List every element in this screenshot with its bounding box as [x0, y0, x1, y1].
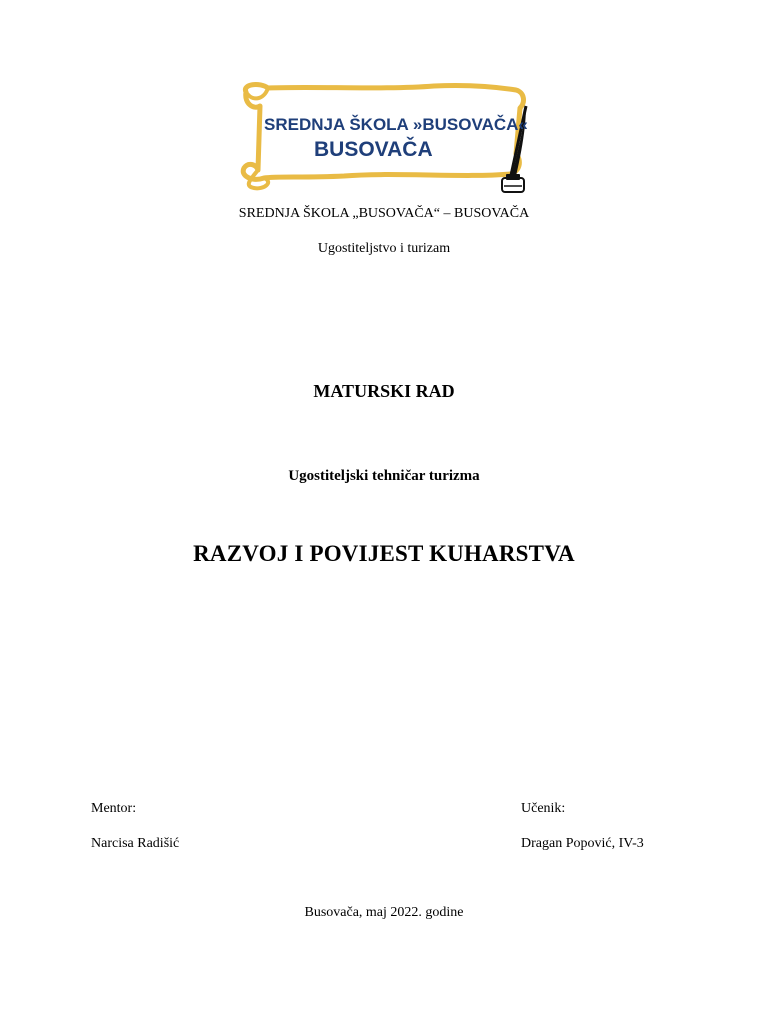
- school-name-line: SREDNJA ŠKOLA „BUSOVAČA“ – BUSOVAČA: [238, 206, 530, 221]
- program-heading: Ugostiteljski tehničar turizma: [288, 468, 480, 484]
- school-logo: [234, 80, 534, 198]
- logo-line-2: BUSOVAČA: [314, 138, 433, 161]
- student-label: Učenik:: [521, 801, 566, 816]
- document-type-heading: MATURSKI RAD: [313, 381, 455, 401]
- logo-line-1: SREDNJA ŠKOLA »BUSOVAČA«: [264, 115, 528, 134]
- student-name: Dragan Popović, IV-3: [521, 836, 644, 851]
- thesis-title: RAZVOJ I POVIJEST KUHARSTVA: [193, 541, 575, 566]
- scroll-curl-top: [246, 88, 268, 98]
- mentor-name: Narcisa Radišić: [91, 836, 180, 851]
- department-line: Ugostiteljstvo i turizam: [317, 241, 451, 256]
- mentor-label: Mentor:: [91, 801, 137, 816]
- place-and-date: Busovača, maj 2022. godine: [304, 905, 464, 920]
